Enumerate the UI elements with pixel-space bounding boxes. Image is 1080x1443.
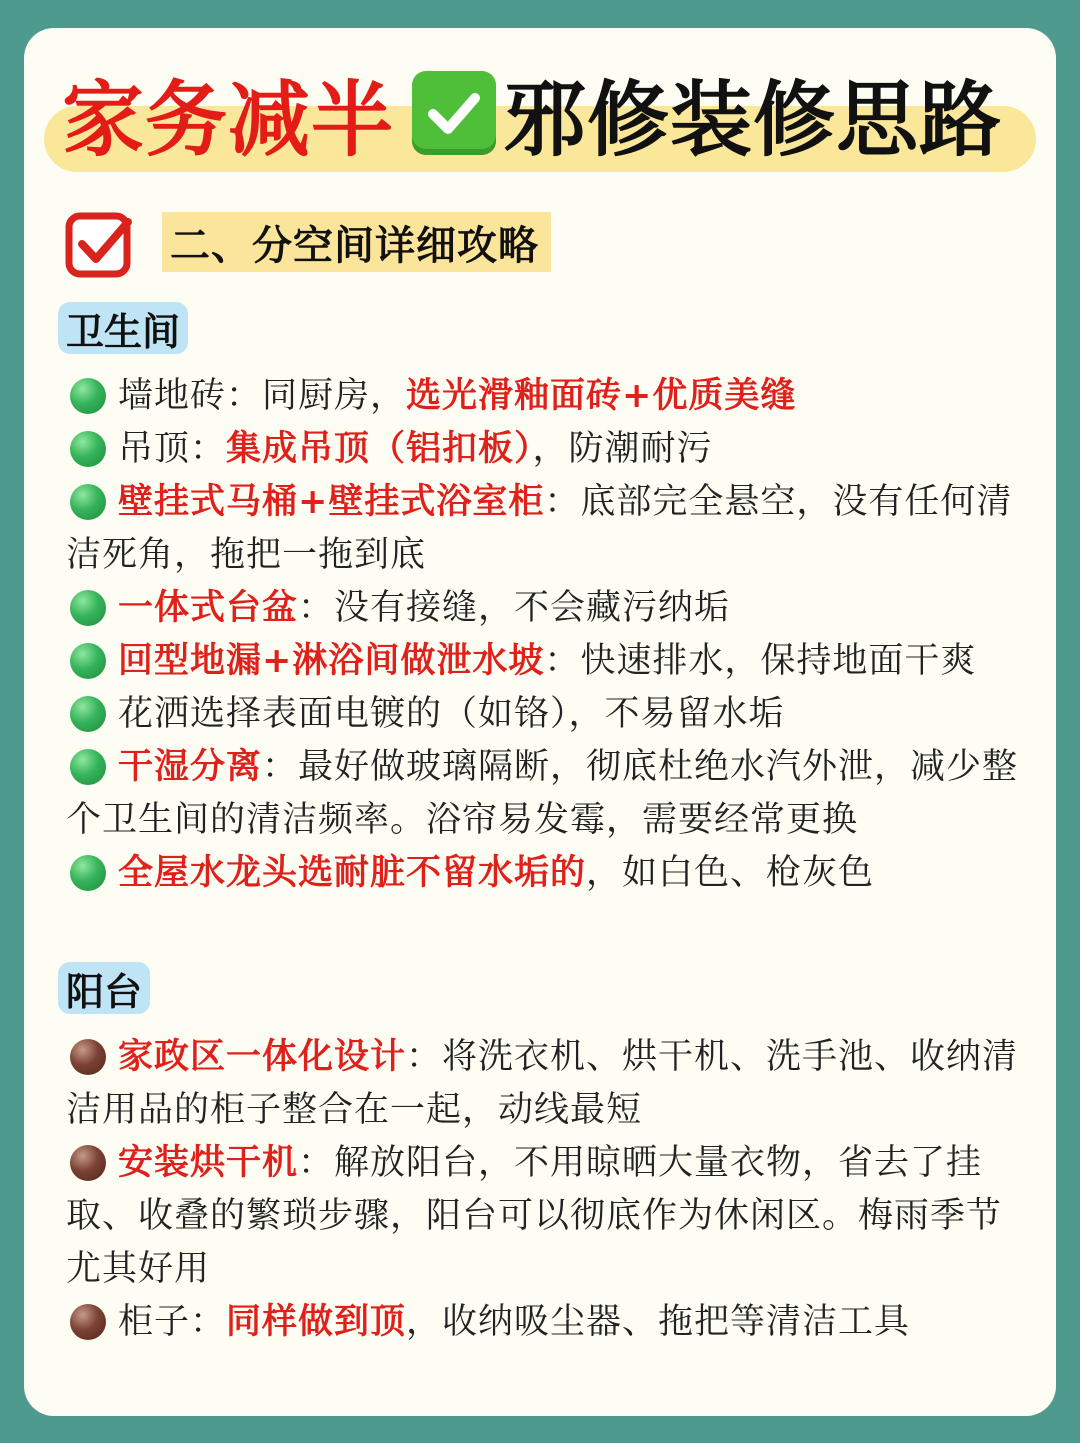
green-dot-icon bbox=[70, 484, 106, 520]
bathroom-item-drain: 回型地漏+淋浴间做泄水坡：快速排水，保持地面干爽 bbox=[66, 635, 1026, 688]
brown-dot-icon bbox=[70, 1039, 106, 1075]
bathroom-item-basin: 一体式台盆：没有接缝，不会藏污纳垢 bbox=[66, 582, 1026, 635]
page-title bbox=[62, 58, 1002, 168]
balcony-item-dryer: 安装烘干机：解放阳台，不用晾晒大量衣物，省去了挂取、收叠的繁琐步骤，阳台可以彻底作为休闲区。梅雨季节尤其好用 bbox=[66, 1143, 1003, 1289]
green-dot-icon bbox=[70, 431, 106, 467]
section-title: 二、分空间详细攻略 bbox=[162, 212, 551, 272]
balcony-item-cabinet: 柜子：同样做到顶，收纳吸尘器、拖把等清洁工具 bbox=[66, 1296, 1026, 1349]
title-part-1: 家务减半 bbox=[62, 72, 395, 168]
green-dot-icon bbox=[70, 749, 106, 785]
green-dot-icon bbox=[70, 590, 106, 626]
bathroom-item-faucet: 全屋水龙头选耐脏不留水垢的，如白色、枪灰色 bbox=[66, 847, 1026, 900]
check-mark-icon bbox=[412, 71, 496, 155]
title-part-2: 邪修装修思路 bbox=[504, 72, 1003, 168]
checkbox-icon bbox=[64, 208, 136, 280]
content-card bbox=[24, 28, 1056, 1416]
balcony-item-housework-zone: 家政区一体化设计：将洗衣机、烘干机、洗手池、收纳清洁用品的柜子整合在一起，动线最短 bbox=[66, 1037, 1019, 1130]
brown-dot-icon bbox=[70, 1304, 106, 1340]
bathroom-item-tiles: 墙地砖：同厨房，选光滑釉面砖+优质美缝 bbox=[66, 370, 1026, 423]
brown-dot-icon bbox=[70, 1145, 106, 1181]
bathroom-item-shower: 花洒选择表面电镀的（如铬），不易留水垢 bbox=[66, 688, 1026, 741]
balcony-tag: 阳台 bbox=[58, 962, 150, 1014]
bathroom-tag: 卫生间 bbox=[58, 302, 188, 354]
green-dot-icon bbox=[70, 378, 106, 414]
bathroom-list bbox=[66, 370, 1026, 900]
bathroom-item-wall-hung: 壁挂式马桶+壁挂式浴室柜：底部完全悬空，没有任何清洁死角，拖把一拖到底 bbox=[66, 482, 1013, 575]
green-dot-icon bbox=[70, 855, 106, 891]
green-dot-icon bbox=[70, 696, 106, 732]
green-dot-icon bbox=[70, 643, 106, 679]
balcony-list bbox=[66, 1031, 1026, 1349]
bathroom-item-ceiling: 吊顶：集成吊顶（铝扣板），防潮耐污 bbox=[66, 423, 1026, 476]
bathroom-item-dry-wet: 干湿分离：最好做玻璃隔断，彻底杜绝水汽外泄，减少整个卫生间的清洁频率。浴帘易发霉，需要经常更换 bbox=[66, 747, 1019, 840]
